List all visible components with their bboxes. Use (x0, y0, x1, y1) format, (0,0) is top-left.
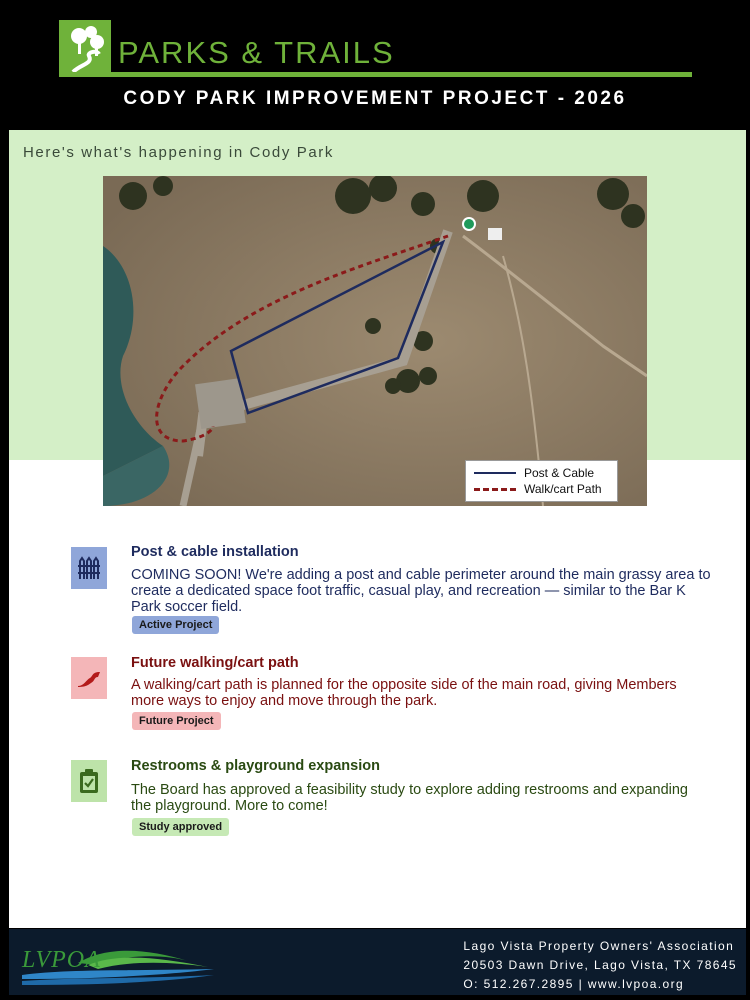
item-description: The Board has approved a feasibility study to explore adding restrooms and expanding the playground. More to come! (131, 782, 688, 814)
item-description: COMING SOON! We're adding a post and cable perimeter around the main grassy area to create a dedicated space foot traffic, casual play, and recreation — similar to the Bar K Park soccer field. (131, 567, 711, 615)
intro-text: Here's what's happening in Cody Park (23, 144, 334, 161)
lvpoa-logo (18, 939, 218, 987)
legend-solid-line (474, 472, 516, 474)
address: 20503 Dawn Drive, Lago Vista, TX 78645 (463, 958, 737, 972)
brand-underline (59, 72, 692, 77)
legend-walk-path (474, 481, 609, 497)
org-name: Lago Vista Property Owners' Association (463, 939, 735, 953)
contact-line: O: 512.267.2895 | www.lvpoa.org (463, 977, 685, 991)
header (0, 0, 750, 130)
legend-label: Post & Cable (524, 466, 595, 480)
lvpoa-logo-text: LVPOA (22, 947, 101, 973)
footer (9, 929, 746, 995)
aerial-image (103, 176, 647, 506)
content-card (9, 130, 746, 928)
item-title: Restrooms & playground expansion (131, 758, 380, 774)
project-title: CODY PARK IMPROVEMENT PROJECT - 2026 (123, 88, 627, 109)
item-title: Future walking/cart path (131, 655, 299, 671)
item-title: Post & cable installation (131, 544, 299, 560)
status-badge: Active Project (132, 616, 219, 634)
item-description: A walking/cart path is planned for the opposite side of the main road, giving Members more ways to enjoy and move through the park. (131, 677, 677, 709)
status-badge: Future Project (132, 712, 221, 730)
contact-info (463, 937, 737, 994)
park-aerial-map (103, 176, 647, 506)
map-legend (465, 460, 618, 502)
legend-label: Walk/cart Path (524, 482, 602, 496)
clipboard-check-icon (71, 760, 107, 802)
status-badge: Study approved (132, 818, 229, 836)
legend-post-cable (474, 465, 609, 481)
legend-dashed-line (474, 488, 516, 491)
brand-title: PARKS & TRAILS (118, 35, 395, 70)
fence-icon (71, 547, 107, 589)
tree-trail-icon (59, 20, 111, 77)
path-icon (71, 657, 107, 699)
parks-logo (59, 20, 111, 77)
